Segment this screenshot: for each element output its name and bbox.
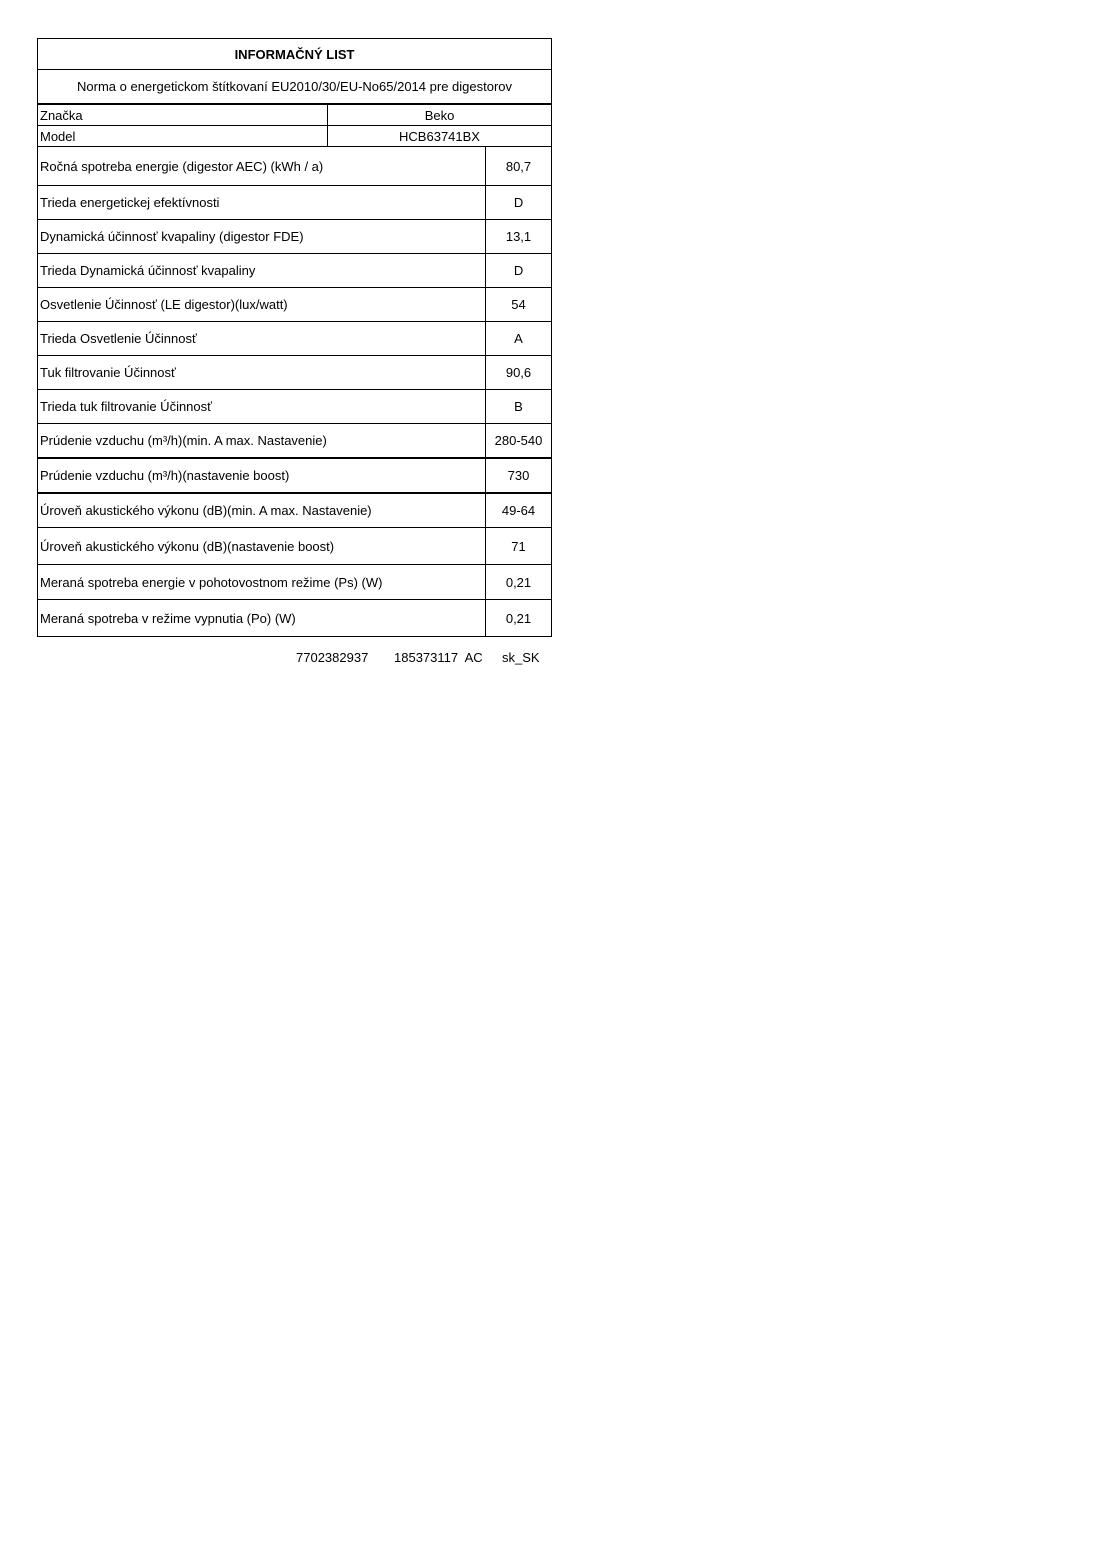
- row-label: Dynamická účinnosť kvapaliny (digestor FDE): [38, 220, 486, 254]
- footer-locale: sk_SK: [502, 650, 540, 665]
- row-value: 280-540: [486, 424, 552, 459]
- footer-code-primary: 7702382937: [296, 650, 369, 665]
- table-row: [38, 147, 552, 186]
- row-label: Ročná spotreba energie (digestor AEC) (kWh / a): [38, 147, 486, 186]
- row-label: Úroveň akustického výkonu (dB)(nastavenie boost): [38, 528, 486, 565]
- table-row: [38, 600, 552, 637]
- row-label: Trieda tuk filtrovanie Účinnosť: [38, 390, 486, 424]
- row-label: Úroveň akustického výkonu (dB)(min. A max. Nastavenie): [38, 493, 486, 528]
- row-label: Prúdenie vzduchu (m³/h)(min. A max. Nastavenie): [38, 424, 486, 459]
- table-row: [38, 493, 552, 528]
- row-value: 80,7: [486, 147, 552, 186]
- row-label: Meraná spotreba energie v pohotovostnom režime (Ps) (W): [38, 565, 486, 600]
- brand-label: Značka: [38, 104, 328, 126]
- row-value: 730: [486, 458, 552, 493]
- info-sheet-table: [37, 38, 552, 637]
- table-row: [38, 528, 552, 565]
- sheet-subtitle: Norma o energetickom štítkovaní EU2010/30/EU-No65/2014 pre digestorov: [38, 70, 552, 105]
- row-label: Prúdenie vzduchu (m³/h)(nastavenie boost): [38, 458, 486, 493]
- table-row: [38, 220, 552, 254]
- row-value: 49-64: [486, 493, 552, 528]
- model-label: Model: [38, 126, 328, 147]
- table-row: [38, 288, 552, 322]
- row-value: B: [486, 390, 552, 424]
- model-row: [38, 126, 552, 147]
- row-value: 13,1: [486, 220, 552, 254]
- row-label: Trieda Osvetlenie Účinnosť: [38, 322, 486, 356]
- row-label: Meraná spotreba v režime vypnutia (Po) (W): [38, 600, 486, 637]
- row-value: D: [486, 186, 552, 220]
- row-value: 90,6: [486, 356, 552, 390]
- brand-row: [38, 104, 552, 126]
- row-value: D: [486, 254, 552, 288]
- row-label: Osvetlenie Účinnosť (LE digestor)(lux/watt): [38, 288, 486, 322]
- footer-code-secondary: 185373117 AC: [394, 650, 483, 665]
- table-row: [38, 390, 552, 424]
- table-row: [38, 322, 552, 356]
- row-label: Tuk filtrovanie Účinnosť: [38, 356, 486, 390]
- model-value: HCB63741BX: [328, 126, 552, 147]
- sheet-footer: [0, 650, 1100, 666]
- table-row: [38, 356, 552, 390]
- table-row: [38, 254, 552, 288]
- row-value: A: [486, 322, 552, 356]
- row-value: 71: [486, 528, 552, 565]
- table-row: [38, 424, 552, 459]
- sheet-title: INFORMAČNÝ LIST: [38, 39, 552, 70]
- row-value: 54: [486, 288, 552, 322]
- row-label: Trieda Dynamická účinnosť kvapaliny: [38, 254, 486, 288]
- row-value: 0,21: [486, 565, 552, 600]
- table-row: [38, 186, 552, 220]
- brand-value: Beko: [328, 104, 552, 126]
- row-value: 0,21: [486, 600, 552, 637]
- table-row: [38, 565, 552, 600]
- row-label: Trieda energetickej efektívnosti: [38, 186, 486, 220]
- table-row: [38, 458, 552, 493]
